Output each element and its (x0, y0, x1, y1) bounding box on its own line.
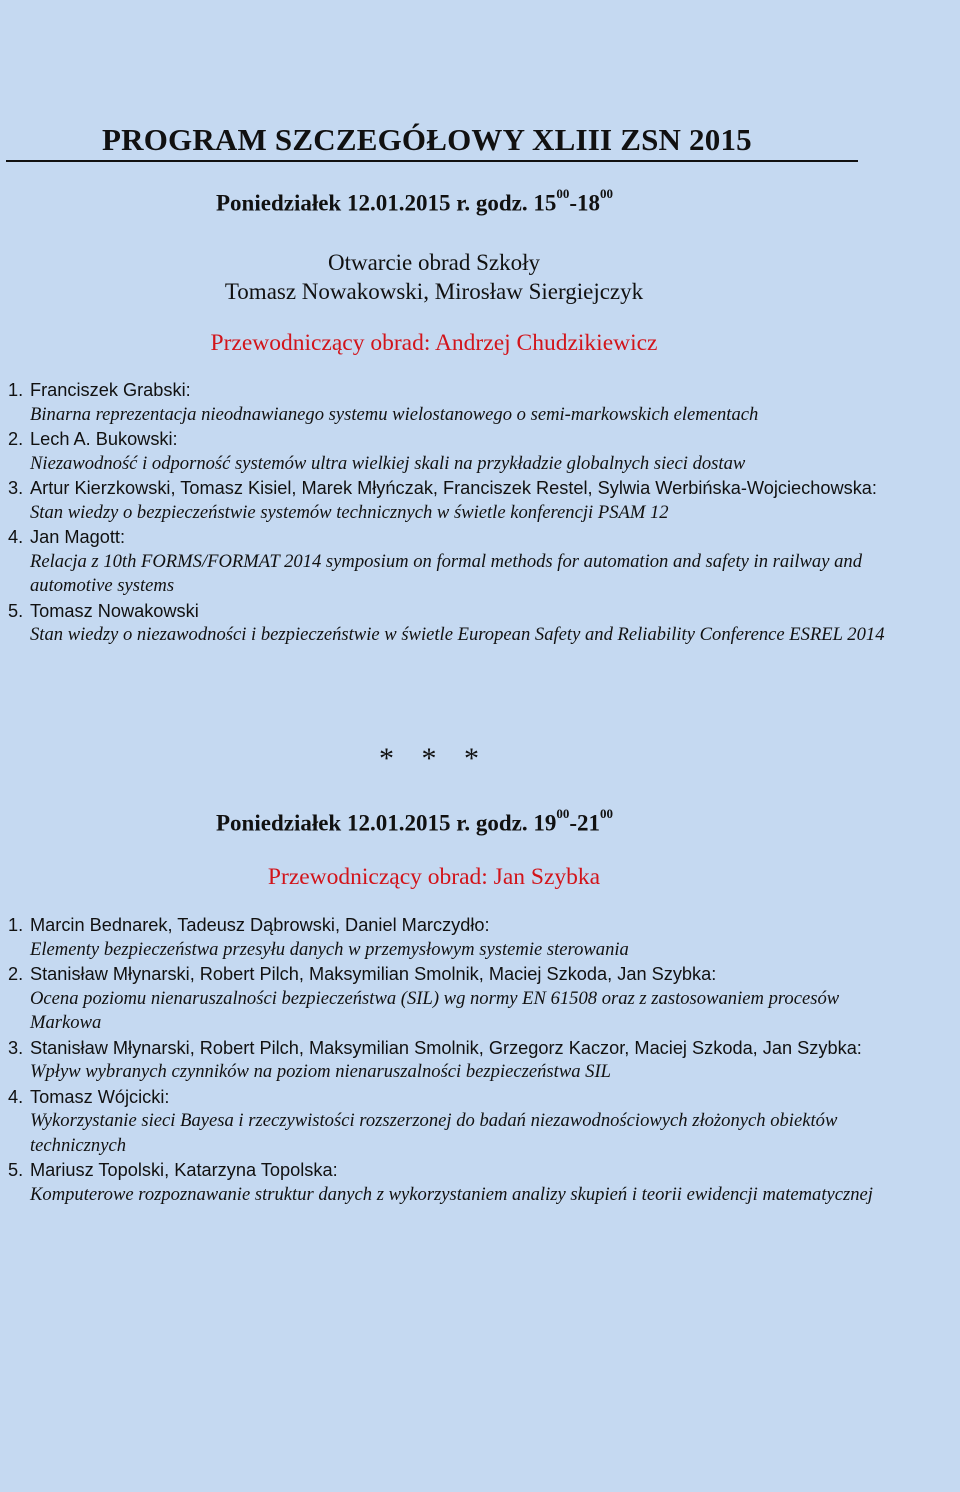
list-item (8, 913, 888, 962)
item-topic: Komputerowe rozpoznawanie struktur danych z wykorzystaniem analizy skupień i teorii ewidencji matematycznej (30, 1183, 873, 1205)
item-authors (8, 525, 888, 550)
item-authors (8, 427, 888, 452)
list-item (8, 427, 888, 476)
item-number: 4. (8, 1086, 24, 1107)
item-topic: Wpływ wybranych czynników na poziom nienaruszalności bezpieczeństwa SIL (30, 1061, 611, 1082)
item-number: 5. (8, 600, 24, 621)
item-authors-text: Stanisław Młynarski, Robert Pilch, Maksymilian Smolnik, Grzegorz Kaczor, Maciej Szkoda, Jan Szybka: (30, 1037, 862, 1058)
item-authors-text: Lech A. Bukowski: (30, 429, 178, 449)
session2-date-dash: -21 (569, 810, 600, 836)
list-item (8, 1085, 888, 1159)
section-separator: * * * (379, 742, 489, 775)
page-title: PROGRAM SZCZEGÓŁOWY XLIII ZSN 2015 (102, 122, 752, 157)
list-item (8, 525, 888, 599)
item-topic: Niezawodność i odporność systemów ultra wielkiej skali na przykładzie globalnych sieci dostaw (30, 452, 746, 474)
item-number: 1. (8, 380, 24, 400)
item-number: 5. (8, 1160, 24, 1180)
session2-chair: Przewodniczący obrad: Jan Szybka (267, 864, 601, 890)
item-authors-text: Marcin Bednarek, Tadeusz Dąbrowski, Daniel Marczydło: (30, 915, 490, 935)
item-authors-text: Artur Kierzkowski, Tomasz Kisiel, Marek Młyńczak, Franciszek Restel, Sylwia Werbińska-Wojciechowska: (30, 478, 877, 498)
item-topic: Elementy bezpieczeństwa przesyłu danych w przemysłowym systemie sterowania (30, 938, 629, 960)
item-topic: Relacja z 10th FORMS/FORMAT 2014 symposium on formal methods for automation and safety in railway and automotive systems (30, 550, 863, 596)
list-item (8, 1036, 888, 1085)
list-item (8, 378, 888, 427)
item-authors-text: Franciszek Grabski: (30, 380, 191, 400)
item-topic: Wykorzystanie sieci Bayesa i rzeczywistości rozszerzonej do badań niezawodnościowych złożonych obiektów technicznych (30, 1110, 838, 1156)
session1-start-minutes: 00 (556, 186, 570, 201)
list-item (8, 476, 888, 525)
session1-list (8, 378, 888, 648)
session2-end-minutes: 00 (600, 806, 613, 821)
list-item (8, 599, 888, 648)
item-topic: Ocena poziomu nienaruszalności bezpieczeństwa (SIL) wg normy EN 61508 oraz z zastosowaniem procesów Markowa (30, 987, 840, 1033)
item-authors (8, 962, 888, 987)
item-authors (8, 1158, 888, 1183)
title-underline (6, 160, 858, 162)
session1-date-prefix: Poniedziałek 12.01.2015 r. godz. 15 (216, 190, 557, 216)
list-item (8, 1158, 888, 1207)
item-topic: Stan wiedzy o niezawodności i bezpieczeństwie w świetle European Safety and Reliability Conference ESREL 2014 (30, 624, 885, 645)
item-number: 4. (8, 527, 24, 547)
item-authors (8, 1036, 888, 1061)
session1-date (216, 186, 613, 217)
session2-date-prefix: Poniedziałek 12.01.2015 r. godz. 19 (216, 810, 557, 836)
session2-date (216, 806, 613, 837)
item-authors-text: Stanisław Młynarski, Robert Pilch, Maksymilian Smolnik, Maciej Szkoda, Jan Szybka: (30, 964, 717, 984)
session2-list (8, 913, 888, 1207)
item-authors (8, 913, 888, 938)
item-authors (8, 1085, 888, 1110)
list-item (8, 962, 888, 1036)
item-authors (8, 476, 888, 501)
item-topic: Stan wiedzy o bezpieczeństwie systemów technicznych w świetle konferencji PSAM 12 (30, 501, 669, 523)
item-number: 2. (8, 964, 24, 984)
item-number: 3. (8, 478, 24, 498)
item-topic: Binarna reprezentacja nieodnawianego systemu wielostanowego o semi-markowskich elementach (30, 403, 759, 425)
item-number: 2. (8, 429, 24, 449)
opening-title: Otwarcie obrad Szkoły (327, 250, 541, 275)
item-number: 3. (8, 1037, 24, 1058)
item-authors-text: Tomasz Nowakowski (30, 600, 199, 621)
item-authors-text: Tomasz Wójcicki: (30, 1086, 170, 1107)
session1-date-dash: -18 (569, 190, 600, 216)
item-authors (8, 378, 888, 403)
item-authors-text: Jan Magott: (30, 527, 126, 547)
session1-end-minutes: 00 (600, 186, 613, 201)
item-authors-text: Mariusz Topolski, Katarzyna Topolska: (30, 1160, 338, 1180)
session1-chair: Przewodniczący obrad: Andrzej Chudzikiewicz (210, 330, 658, 356)
item-authors (8, 599, 888, 624)
session1-opening (0, 248, 868, 306)
session2-start-minutes: 00 (556, 806, 570, 821)
opening-speakers: Tomasz Nowakowski, Mirosław Siergiejczyk (224, 279, 644, 304)
item-number: 1. (8, 915, 24, 935)
